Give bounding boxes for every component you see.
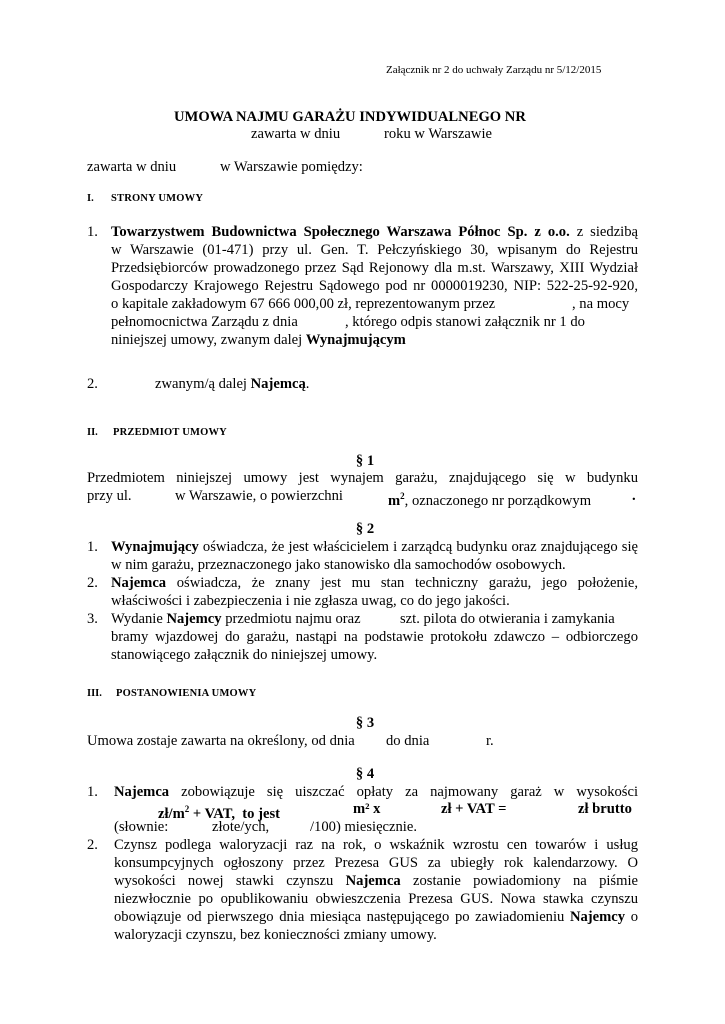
- section-number: II.: [87, 427, 98, 438]
- text-fragment: zostanie powiadomiony na piśmie: [413, 873, 638, 889]
- handover-line: [111, 610, 361, 628]
- title-place-label: roku w Warszawie: [384, 126, 492, 142]
- text-fragment: przy ul.: [87, 488, 132, 504]
- text-fragment: (słownie:: [114, 819, 169, 835]
- text-fragment: zwanym/ą dalej: [155, 376, 247, 392]
- text-fragment: niniejszej umowy, zwanym dalej: [111, 332, 303, 348]
- text-fragment: , na mocy: [572, 296, 630, 312]
- statement-landlord-line: [111, 538, 638, 556]
- area-unit: [388, 487, 591, 510]
- section-title: STRONY UMOWY: [111, 193, 204, 204]
- text-fragment: , którego odpis stanowi załącznik nr 1 do: [345, 314, 585, 330]
- text-fragment: zł/m: [158, 805, 185, 822]
- term-line: Umowa zostaje zawarta na określony, od dnia: [87, 733, 355, 749]
- text-fragment: m: [388, 492, 401, 509]
- section-title: PRZEDMIOT UMOWY: [113, 427, 227, 438]
- text-fragment: oświadcza, że jest właścicielem i zarządcą budynku oraz znajdującego się: [202, 539, 638, 555]
- section-title: POSTANOWIENIA UMOWY: [116, 688, 257, 699]
- statement-line: właściwości i zabezpieczenia i nie zgłasza uwag, co do jego jakości.: [111, 593, 510, 609]
- text-fragment: , oznaczonego nr porządkowym: [404, 492, 592, 509]
- text-fragment: o: [630, 909, 639, 925]
- party-proxy-line: pełnomocnictwa Zarządu z dnia: [111, 314, 298, 330]
- party-alias-line: [111, 331, 406, 349]
- list-number: 1.: [87, 539, 98, 555]
- tenant-term: Najemca: [111, 575, 167, 591]
- text-fragment: oświadcza, że znany jest mu stan techniczny garażu, jego położenie,: [176, 575, 638, 591]
- text-fragment: r.: [486, 733, 494, 749]
- text-fragment: + VAT, to jest: [189, 805, 280, 822]
- subject-line: Przedmiotem niniejszej umowy jest wynajem garażu, znajdującego się w budynku: [87, 470, 638, 486]
- text-fragment: zł + VAT =: [441, 801, 507, 817]
- tenant-term: Najemcy: [166, 611, 222, 627]
- text-fragment: obowiązuje od pierwszego dnia miesiąca następującego po zawiadomieniu: [114, 909, 565, 925]
- superscript: 2: [184, 804, 190, 814]
- text-fragment: wysokości nowej stawki czynszu: [114, 873, 334, 889]
- text-fragment: do dnia: [386, 733, 430, 749]
- text-fragment: szt. pilota do otwierania i zamykania: [400, 611, 615, 627]
- text-fragment: zł brutto: [578, 801, 632, 817]
- party-tenant-line: [155, 375, 309, 393]
- text-fragment: .: [305, 376, 310, 392]
- party-landlord-line: [111, 223, 638, 241]
- list-number: 2.: [87, 376, 98, 392]
- indexation-line: [114, 872, 638, 890]
- statement-tenant-line: [111, 574, 638, 592]
- list-number: 1.: [87, 784, 98, 800]
- indexation-line: Czynsz podlega waloryzacji raz na rok, o wskaźnik wzrostu cen towarów i usług: [114, 837, 638, 853]
- text-fragment: zobowiązuje się uiszczać opłaty za najmowany garaż w wysokości: [181, 784, 638, 800]
- indexation-line: konsumpcyjnych ogłoszony przez Prezesa GUS za ubiegły rok kalendarzowy. O: [114, 855, 638, 871]
- superscript: 2: [400, 491, 405, 501]
- text-fragment: m² x: [353, 801, 381, 817]
- text-fragment: Wydanie: [111, 611, 163, 627]
- text-fragment: w Warszawie, o powierzchni: [175, 488, 343, 504]
- document-title: UMOWA NAJMU GARAŻU INDYWIDUALNEGO NR: [174, 109, 526, 125]
- rent-obligation-line: [114, 783, 638, 801]
- title-date-label: zawarta w dniu: [251, 126, 341, 142]
- list-number: 2.: [87, 575, 98, 591]
- party-registry-line: Przedsiębiorców prowadzonego przez Sąd Rejonowy dla m.st. Warszawy, XIII Wydział: [111, 260, 638, 276]
- text-fragment: z siedzibą: [576, 224, 638, 240]
- intro-place-label: w Warszawie pomiędzy:: [220, 159, 363, 175]
- indexation-line: [114, 908, 638, 926]
- list-number: 3.: [87, 611, 98, 627]
- section-number: I.: [87, 193, 94, 204]
- paragraph-sign: § 1: [355, 453, 375, 469]
- statement-line: w nim garażu, przeznaczonego jako stanowisko dla samochodów osobowych.: [111, 557, 566, 573]
- party-address-line: w Warszawie (01-471) przy ul. Gen. T. Pełczyńskiego 30, wpisanym do Rejestru: [111, 242, 638, 258]
- tenant-term: Najemca: [114, 784, 170, 800]
- tenant-term: Najemcy: [569, 909, 626, 925]
- handover-line: stanowiącego załącznik do niniejszej umowy.: [111, 647, 378, 663]
- paragraph-sign: § 2: [355, 521, 375, 537]
- list-number: 1.: [87, 224, 98, 240]
- landlord-term: Wynajmujący: [111, 539, 199, 555]
- text-fragment: /100) miesięcznie.: [310, 819, 417, 835]
- indexation-line: niezwłocznie po opublikowaniu obwieszczenia Prezesa GUS. Nowa stawka czynszu: [114, 891, 638, 907]
- paragraph-sign: § 4: [355, 766, 375, 782]
- indexation-line: waloryzacji czynszu, bez konieczności zmiany umowy.: [114, 927, 437, 943]
- paragraph-sign: § 3: [355, 715, 375, 731]
- list-number: 2.: [87, 837, 98, 853]
- text-fragment: przedmiotu najmu oraz: [225, 611, 361, 627]
- intro-date-label: zawarta w dniu: [87, 159, 177, 175]
- handover-line: bramy wjazdowej do garażu, nastąpi na podstawie protokołu zdawczo – odbiorczego: [111, 629, 638, 645]
- party-capital-line: o kapitale zakładowym 67 666 000,00 zł, reprezentowanym przez: [111, 296, 496, 312]
- annex-note: Załącznik nr 2 do uchwały Zarządu nr 5/12/2015: [386, 64, 602, 76]
- text-fragment: .: [632, 488, 636, 504]
- party-krs-line: Gospodarczy Krajowego Rejestru Sądowego pod nr 0000019230, NIP: 522-25-92-920,: [111, 278, 638, 294]
- landlord-term: Wynajmującym: [305, 332, 406, 348]
- text-fragment: złote/ych,: [212, 819, 270, 835]
- company-name: Towarzystwem Budownictwa Społecznego Warszawa Północ Sp. z o.o.: [111, 224, 570, 240]
- tenant-term: Najemca: [345, 873, 401, 889]
- tenant-term: Najemcą: [250, 376, 306, 392]
- section-number: III.: [87, 688, 102, 699]
